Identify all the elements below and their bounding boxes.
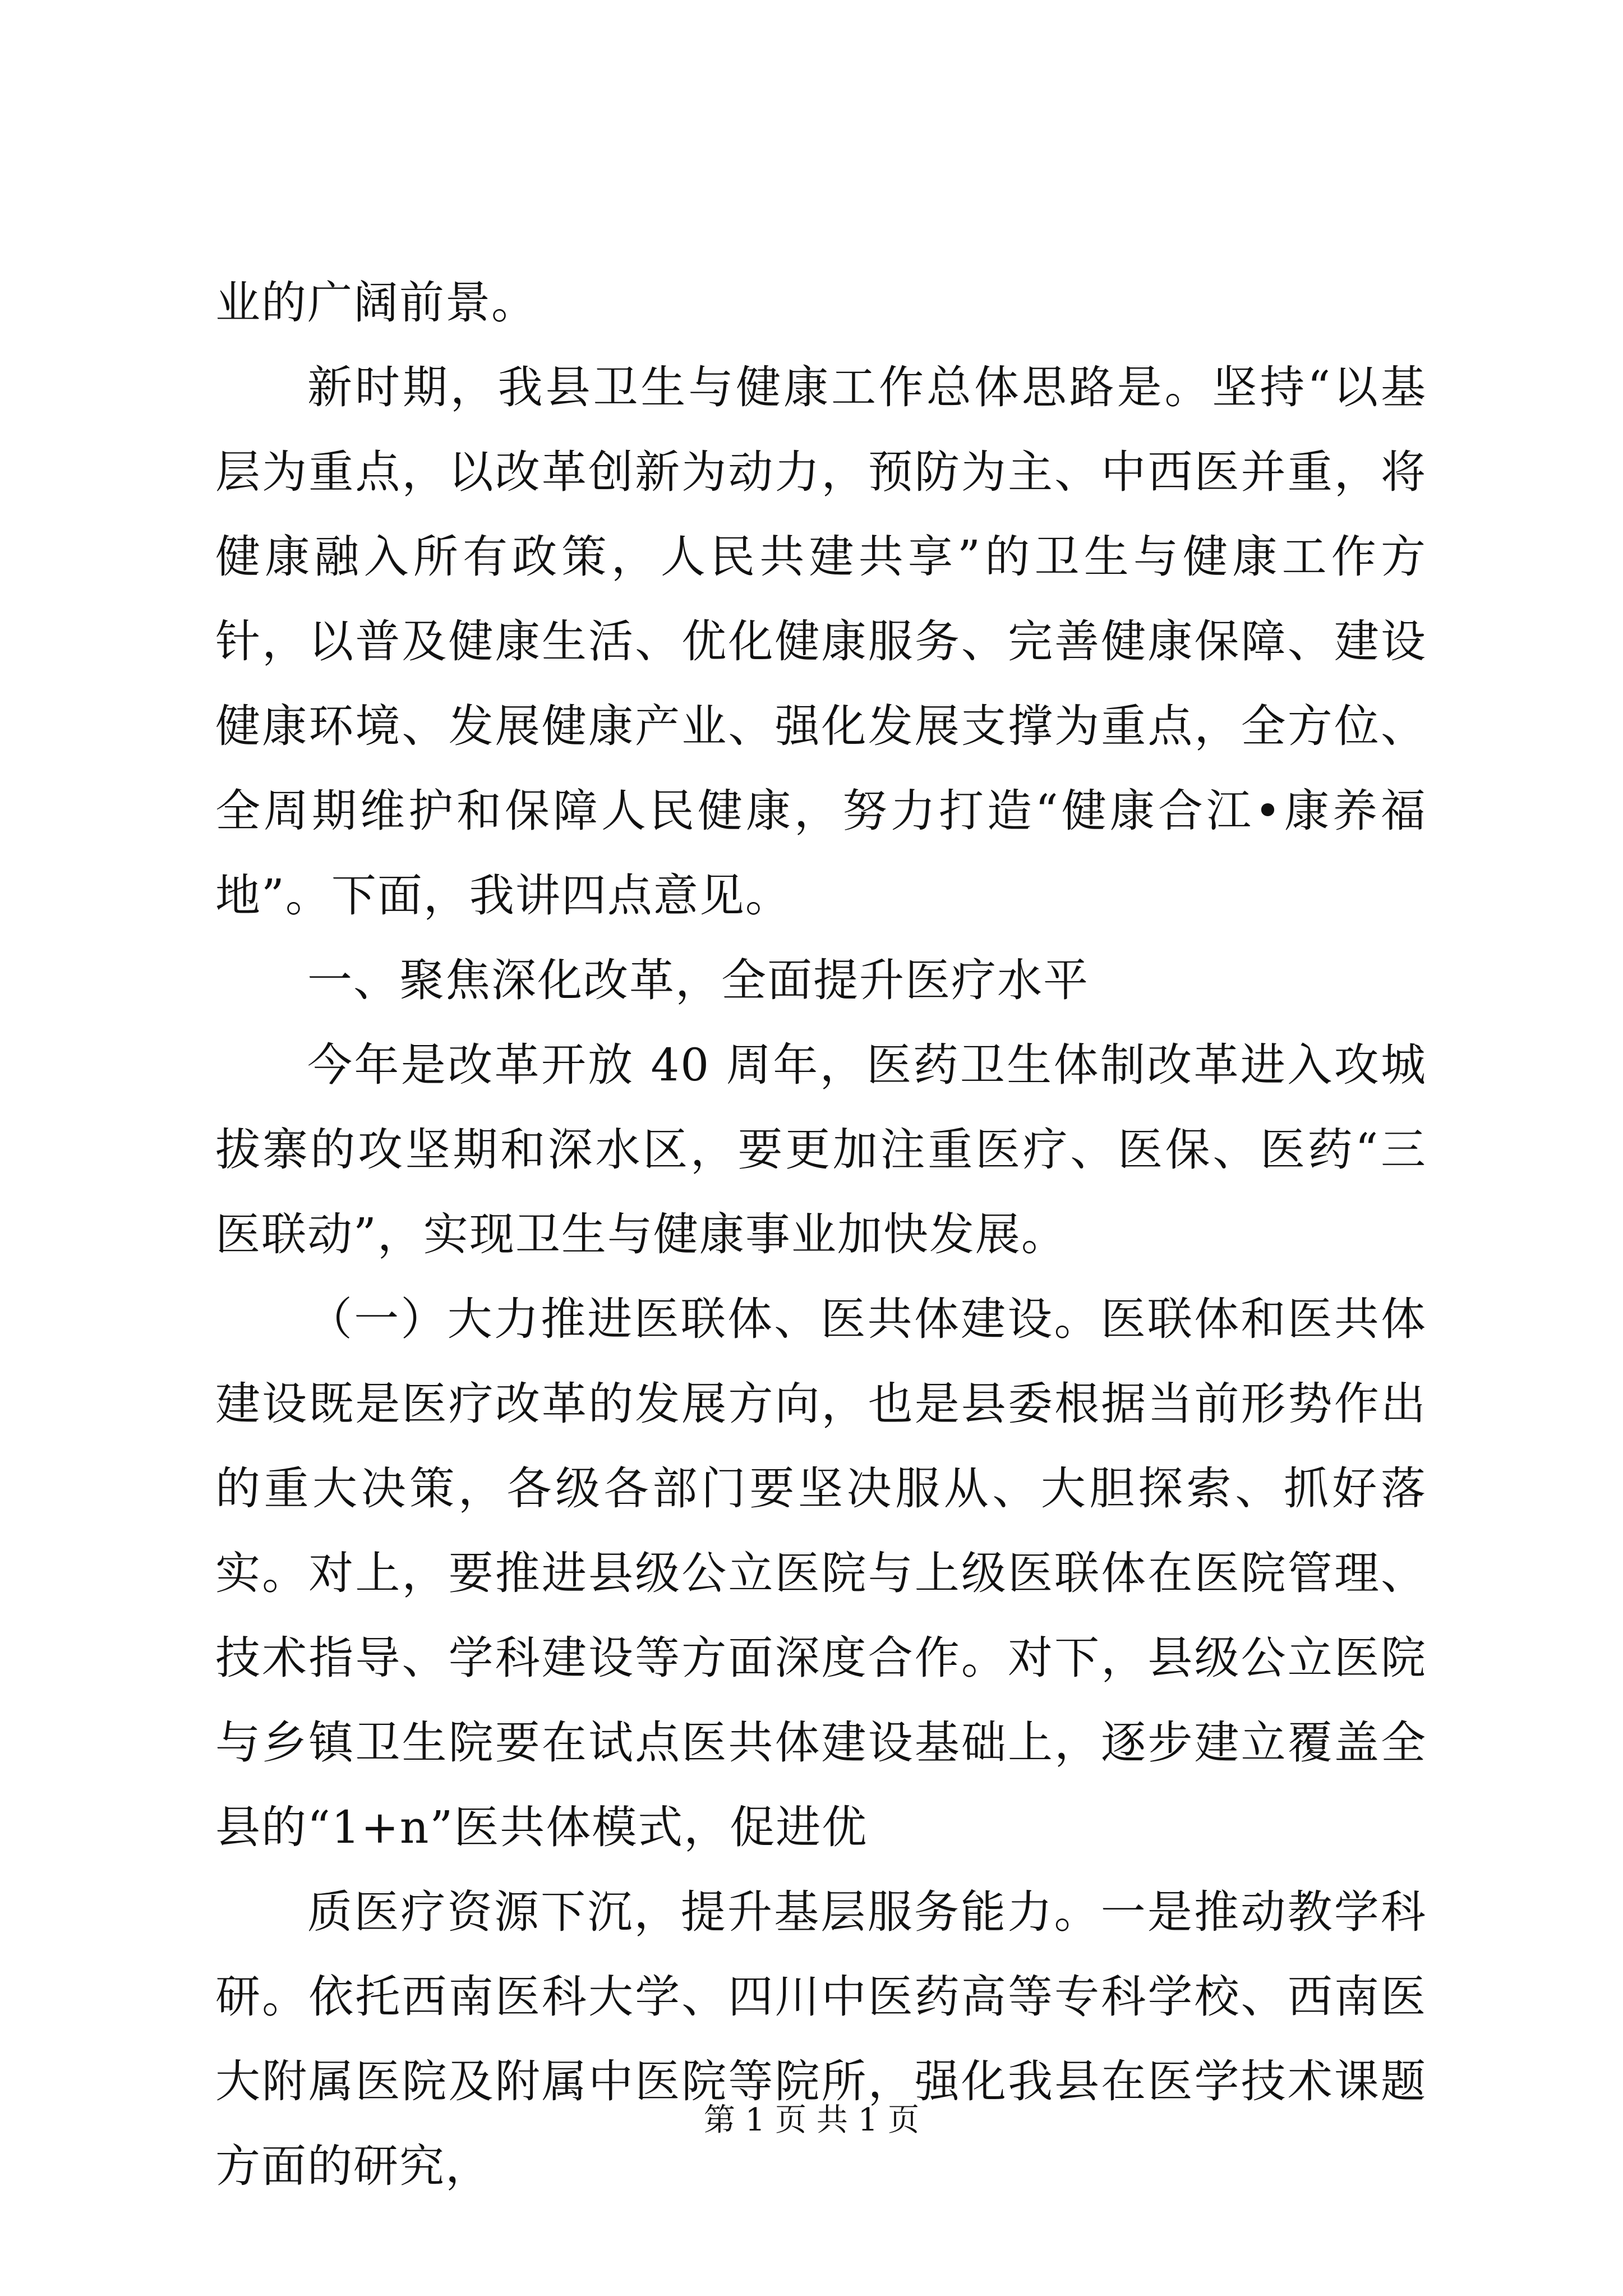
- paragraph-5: 质医疗资源下沉，提升基层服务能力。一是推动教学科研。依托西南医科大学、四川中医药高等专科学校、西南医大附属医院及附属中医院等院所，强化我县在医学技术课题方面的研究，: [215, 1886, 1427, 2192]
- paragraph-2: 新时期，我县卫生与健康工作总体思路是。坚持“以基层为重点，以改革创新为动力，预防为主、中西医并重，将健康融入所有政策，人民共建共享”的卫生与健康工作方针，以普及健康生活、优化健康服务、完善健康保障、建设健康环境、发展健康产业、强化发展支撑为重点，全方位、全周期维护和保障人民健康，努力打造“健康合江•康养福地”。下面，我讲四点意见。: [215, 361, 1427, 922]
- page-footer: 第 1 页 共 1 页: [703, 2102, 920, 2138]
- paragraph-3: 今年是改革开放 40 周年，医药卫生体制改革进入攻城拔寨的攻坚期和深水区，要更加注重医疗、医保、医药“三医联动”，实现卫生与健康事业加快发展。: [215, 1039, 1427, 1260]
- document-body: [215, 260, 1427, 2208]
- paragraph-4: （一）大力推进医联体、医共体建设。医联体和医共体建设既是医疗改革的发展方向，也是县委根据当前形势作出的重大决策，各级各部门要坚决服从、大胆探索、抓好落实。对上，要推进县级公立医院与上级医联体在医院管理、技术指导、学科建设等方面深度合作。对下，县级公立医院与乡镇卫生院要在试点医共体建设基础上，逐步建立覆盖全县的“1+n”医共体模式，促进优: [215, 1293, 1427, 1853]
- paragraph-1: 业的广阔前景。: [215, 277, 537, 329]
- section-heading: 一、聚焦深化改革，全面提升医疗水平: [307, 954, 1089, 1006]
